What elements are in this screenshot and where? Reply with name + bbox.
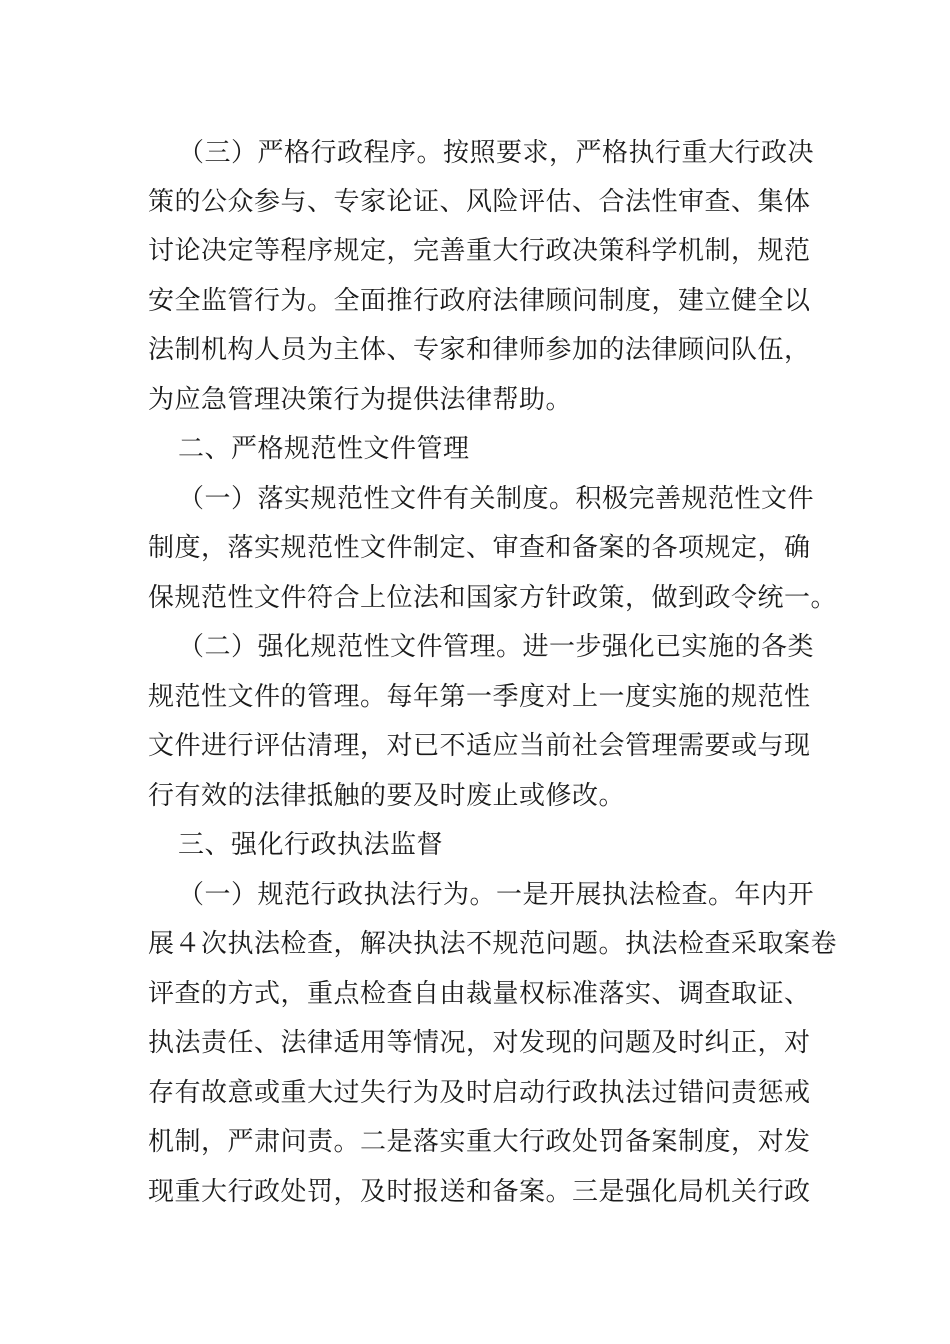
paragraph-line: 现重大行政处罚，及时报送和备案。三是强化局机关行政 [148,1177,811,1207]
paragraph-line: 评查的方式，重点检查自由裁量权标准落实、调查取证、 [148,979,811,1009]
paragraph-line: 机制，严肃问责。二是落实重大行政处罚备案制度，对发 [148,1127,811,1157]
paragraph-line: （三）严格行政程序。按照要求，严格执行重大行政决 [178,138,815,168]
paragraph-line: 行有效的法律抵触的要及时废止或修改。 [148,781,626,811]
paragraph-line: 展４次执法检查，解决执法不规范问题。执法检查采取案卷 [148,929,838,959]
section-heading: 二、严格规范性文件管理 [178,434,470,464]
paragraph-line: 规范性文件的管理。每年第一季度对上一度实施的规范性 [148,682,811,712]
paragraph-line: 法制机构人员为主体、专家和律师参加的法律顾问队伍， [148,335,811,365]
paragraph-line: （一）落实规范性文件有关制度。积极完善规范性文件 [178,484,815,514]
paragraph-line: （二）强化规范性文件管理。进一步强化已实施的各类 [178,632,815,662]
paragraph-line: 存有故意或重大过失行为及时启动行政执法过错问责惩戒 [148,1078,811,1108]
paragraph-line: 安全监管行为。全面推行政府法律顾问制度，建立健全以 [148,286,811,316]
paragraph-line: （一）规范行政执法行为。一是开展执法检查。年内开 [178,880,815,910]
paragraph-line: 制度，落实规范性文件制定、审查和备案的各项规定，确 [148,533,811,563]
paragraph-line: 保规范性文件符合上位法和国家方针政策，做到政令统一。 [148,583,838,613]
paragraph-line: 讨论决定等程序规定，完善重大行政决策科学机制，规范 [148,236,811,266]
paragraph-line: 为应急管理决策行为提供法律帮助。 [148,385,573,415]
section-heading: 三、强化行政执法监督 [178,830,444,860]
paragraph-line: 策的公众参与、专家论证、风险评估、合法性审查、集体 [148,187,811,217]
paragraph-line: 文件进行评估清理，对已不适应当前社会管理需要或与现 [148,731,811,761]
paragraph-line: 执法责任、法律适用等情况，对发现的问题及时纠正，对 [148,1028,811,1058]
